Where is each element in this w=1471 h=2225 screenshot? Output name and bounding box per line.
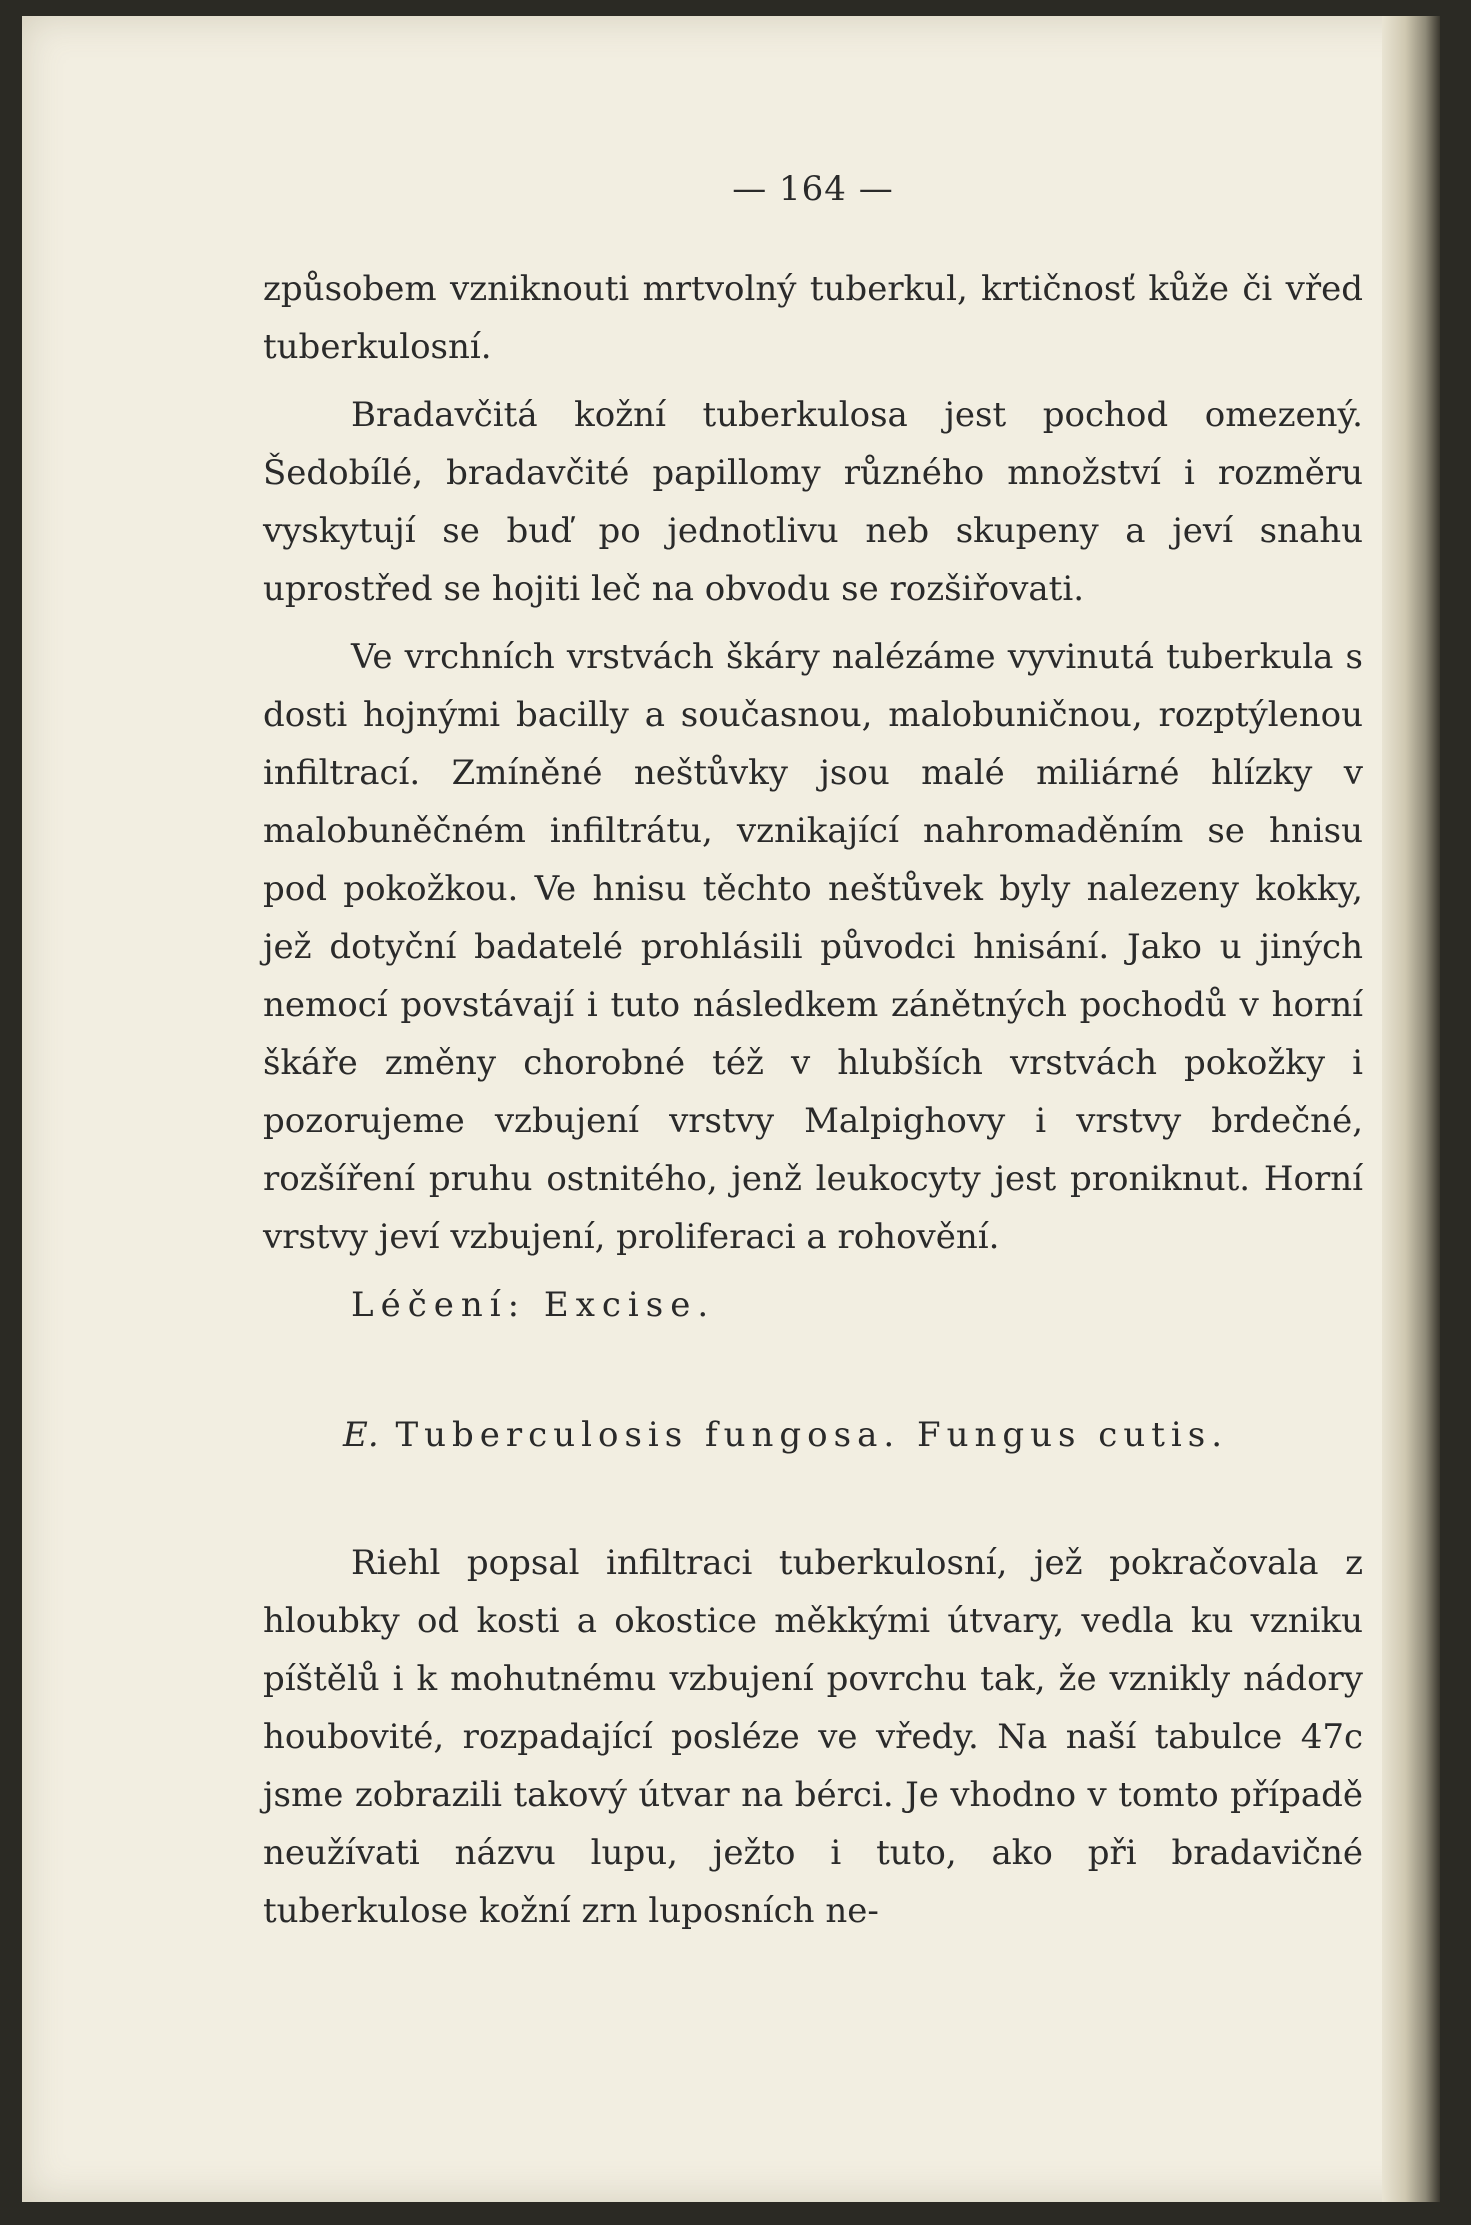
page-number: — 164 — [732, 169, 894, 209]
section-letter: E. [343, 1415, 379, 1455]
paragraph-vrchni-vrstvy: Ve vrchních vrstvách škáry nalézáme vyvinutá tuberkula s dosti hojnými bacilly a současnou, malobuničnou, rozptýlenou infiltrací. Zmíněné neštůvky jsou malé miliárné hlízky v malobuněčném infiltrátu, vznikající nahromaděním se hnisu pod pokožkou. Ve hnisu těchto neštůvek byly nalezeny kokky, jež dotyční badatelé prohlásili původci hnisání. Jako u jiných nemocí povstávají i tuto následkem zánětných pochodů v horní škáře změny chorobné též v hlubších vrstvách pokožky i pozorujeme vzbujení vrstvy Malpighovy i vrstvy brdečné, rozšíření pruhu ostnitého, jenž leukocyty jest proniknut. Horní vrstvy jeví vzbujení, proliferaci a rohovění. [263, 637, 1363, 1257]
paragraph-riehl: Riehl popsal infiltraci tuberkulosní, jež pokračovala z hloubky od kosti a okostice měkkými útvary, vedla ku vzniku píštělů i k mohutnému vzbujení povrchu tak, že vznikly nádory houbovité, rozpadající posléze ve vředy. Na naší tabulce 47c jsme zobrazili takový útvar na bérci. Je vhodno v tomto případě neužívati názvu lupu, ježto i tuto, ako při bradavičné tuberkulose kožní zrn luposních ne- [263, 1543, 1363, 1931]
page-text-block [263, 160, 1363, 1940]
section-heading [343, 1406, 1363, 1464]
paragraph-bradavcita: Bradavčitá kožní tuberkulosa jest pochod omezený. Šedobílé, bradavčité papillomy různého množství i rozměru vyskytují se buď po jednotlivu neb skupeny a jeví snahu uprostřed se hojiti leč na obvodu se rozšiřovati. [263, 395, 1363, 609]
page-gutter-shadow [1382, 16, 1440, 2202]
paragraph-continuation: způsobem vzniknouti mrtvolný tuberkul, krtičnosť kůže či vřed tuberkulosní. [263, 269, 1363, 367]
section-title: Tuberculosis fungosa. Fungus cutis. [395, 1415, 1229, 1455]
treatment-line: Léčení: Excise. [351, 1285, 716, 1325]
